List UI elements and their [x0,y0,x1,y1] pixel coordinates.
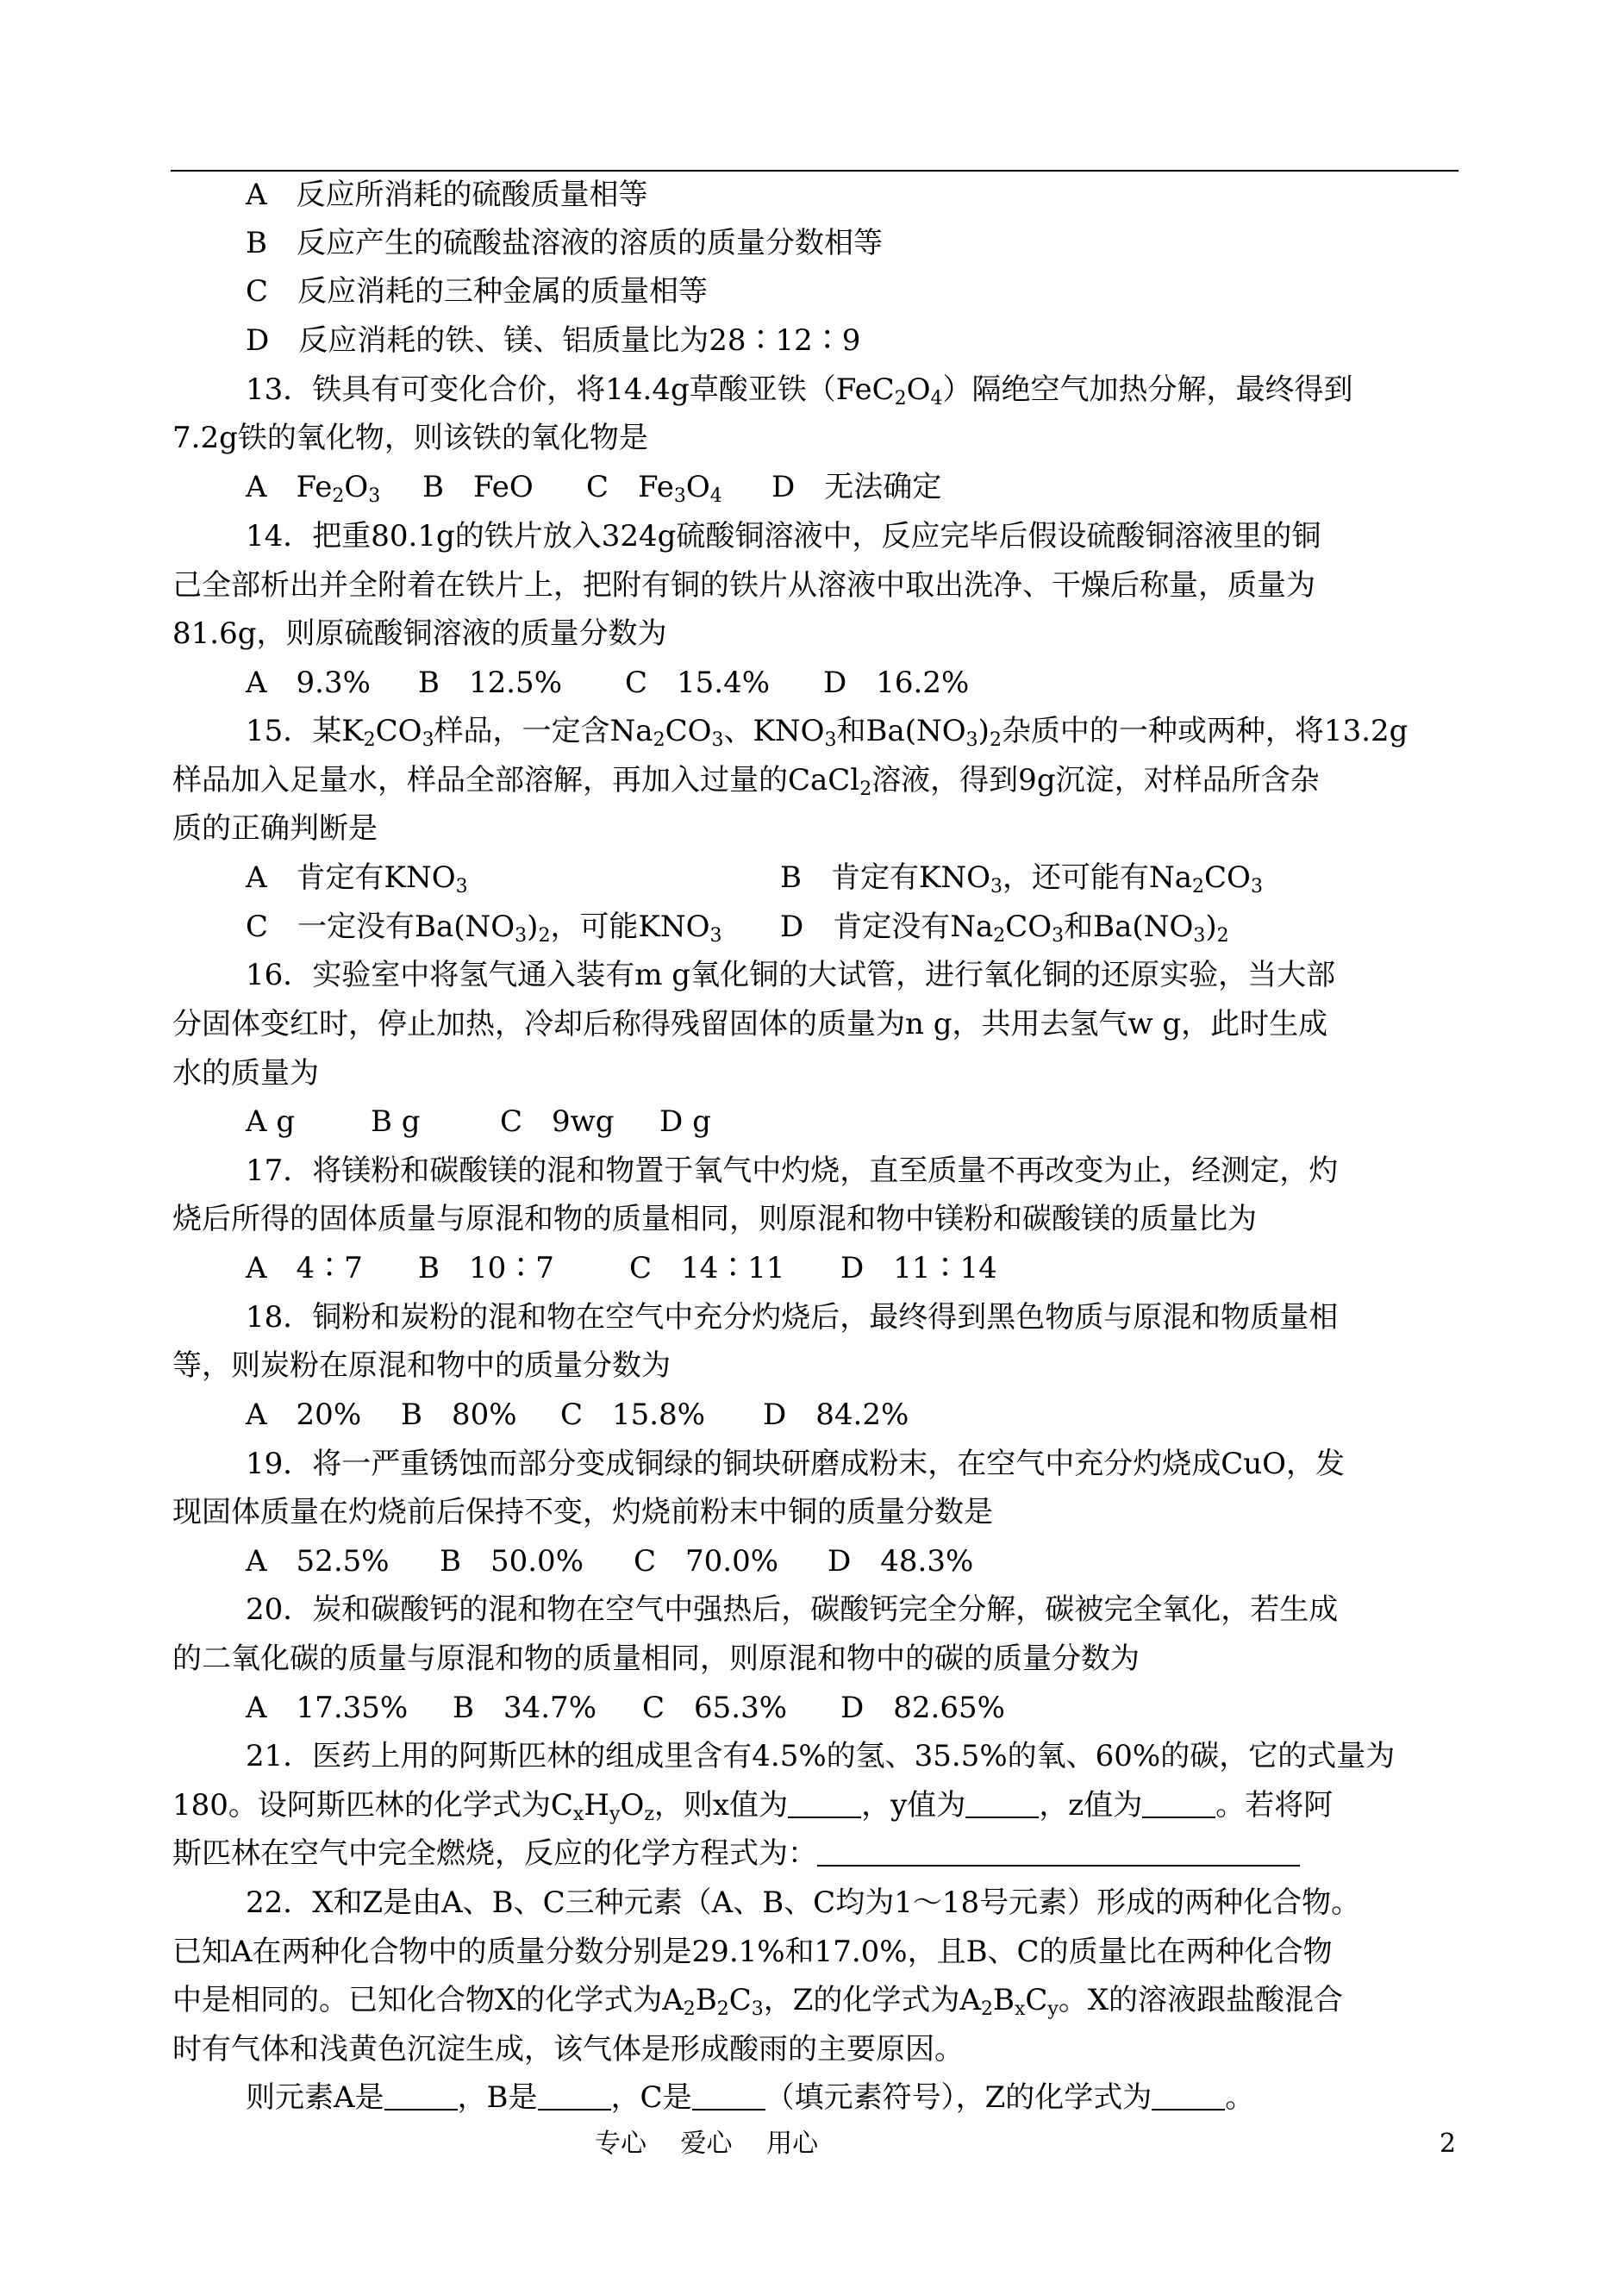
question-17: 17．将镁粉和碳酸镁的混和物置于氧气中灼烧，直至质量不再改变为止，经测定，灼 [246,1154,1339,1188]
page-footer [0,2123,1624,2166]
question-14-line3: 81.6g，则原硫酸铜溶液的质量分数为 [172,616,667,651]
q16-options: A g B g C 9wg D g [246,1104,711,1139]
question-15-line3: 质的正确判断是 [172,811,378,846]
answer-blank-a[interactable] [384,2083,458,2111]
question-16-line2: 分固体变红时，停止加热，冷却后称得残留固体的质量为n g，共用去氢气w g，此时生成 [172,1007,1328,1041]
question-18-line2: 等，则炭粉在原混和物中的质量分数为 [172,1348,671,1383]
question-15-line2: 样品加入足量水，样品全部溶解，再加入过量的CaCl$_2$溶液，得到9g沉淀，对样品所含杂 [172,763,1320,800]
question-21: 21．医药上用的阿斯匹林的组成里含有4.5%的氢、35.5%的氧、60%的碳，它的式量为 [246,1739,1396,1773]
question-20: 20．炭和碳酸钙的混和物在空气中强热后，碳酸钙完全分解，碳被完全氧化，若生成 [246,1592,1339,1627]
answer-blank-equation[interactable] [817,1839,1300,1867]
q12-option-a: A 反应所消耗的硫酸质量相等 [246,178,648,212]
page-number: 2 [1440,2129,1457,2159]
question-22-line5: 则元素A是 ，B是 ，C是 （填元素符号），Z的化学式为 。 [246,2080,1255,2115]
question-13-line2: 7.2g铁的氧化物，则该铁的氧化物是 [172,421,648,455]
question-22-line3: 中是相同的。已知化合物X的化学式为$A_2B_2C_3$，Z的化学式为$A_2B_xC_y$。X的溶液跟盐酸混合 [172,1983,1344,2020]
q15-options-cd: C 一定没有$Ba(NO_3)_2$，可能$KNO_3$ D 肯定没有$Na_2CO_3$和$Ba(NO_3)_2$ [246,910,1229,947]
question-22: 22．X和Z是由A、B、C三种元素（A、B、C均为1～18号元素）形成的两种化合物。 [246,1885,1361,1920]
question-22-line2: 已知A在两种化合物中的质量分数分别是29.1%和17.0%，且B、C的质量比在两种化合物 [172,1935,1333,1969]
answer-blank-x[interactable] [788,1791,861,1818]
answer-blank-y[interactable] [965,1791,1039,1818]
answer-blank-z-formula[interactable] [1152,2083,1225,2111]
q15-options-ab: A 肯定有$KNO_3$ B 肯定有$KNO_3$，还可能有$Na_2CO_3$ [246,860,1263,897]
answer-blank-z[interactable] [1142,1791,1215,1818]
question-14: 14．把重80.1g的铁片放入324g硫酸铜溶液中，反应完毕后假设硫酸铜溶液里的铜 [246,519,1321,553]
question-17-line2: 烧后所得的固体质量与原混和物的质量相同，则原混和物中镁粉和碳酸镁的质量比为 [172,1202,1257,1236]
q12-option-b: B 反应产生的硫酸盐溶液的溶质的质量分数相等 [246,226,883,260]
question-19-line2: 现固体质量在灼烧前后保持不变，灼烧前粉末中铜的质量分数是 [172,1495,993,1529]
q13-options: A $Fe_2O_3$ B FeO C $Fe_3O_4$ D 无法确定 [246,470,942,507]
question-14-line2: 己全部析出并全附着在铁片上，把附有铜的铁片从溶液中取出洗净、干燥后称量，质量为 [172,568,1315,603]
q12-option-d: D 反应消耗的铁、镁、铝质量比为28∶12∶9 [246,323,861,358]
q20-options: A 17.35% B 34.7% C 65.3% D 82.65% [246,1691,1005,1725]
footer-motto: 专心 爱心 用心 [595,2129,819,2159]
question-18: 18．铜粉和炭粉的混和物在空气中充分灼烧后，最终得到黑色物质与原混和物质量相 [246,1300,1339,1335]
question-16: 16．实验室中将氢气通入装有m g氧化铜的大试管，进行氧化铜的还原实验，当大部 [246,958,1336,992]
question-21-line3: 斯匹林在空气中完全燃烧，反应的化学方程式为： [172,1829,1624,1878]
question-19: 19．将一严重锈蚀而部分变成铜绿的铜块研磨成粉末，在空气中充分灼烧成CuO，发 [246,1447,1346,1481]
q17-options: A 4∶7 B 10∶7 C 14∶11 D 11∶14 [246,1251,997,1285]
answer-blank-c[interactable] [692,2083,765,2111]
question-22-line4: 时有气体和浅黄色沉淀生成，该气体是形成酸雨的主要原因。 [172,2032,964,2067]
q12-option-c: C 反应消耗的三种金属的质量相等 [246,274,709,309]
question-16-line3: 水的质量为 [172,1056,319,1091]
answer-blank-b[interactable] [538,2083,611,2111]
q18-options: A 20% B 80% C 15.8% D 84.2% [246,1398,909,1432]
question-15: 15．某$K_2CO_3$样品，一定含$Na_2CO_3$、$KNO_3$和$Ba(NO_3)_2$杂质中的一种或两种，将13.2g [246,714,1409,751]
q19-options: A 52.5% B 50.0% C 70.0% D 48.3% [246,1544,974,1579]
question-20-line2: 的二氧化碳的质量与原混和物的质量相同，则原混和物中的碳的质量分数为 [172,1642,1140,1676]
q14-options: A 9.3% B 12.5% C 15.4% D 16.2% [246,666,970,700]
question-21-line2: 180。设阿斯匹林的化学式为$C_xH_yO_z$，则x值为 ，y值为 ，z值为 。若将阿 [172,1788,1334,1825]
question-13: 13．铁具有可变化合价，将14.4g草酸亚铁$(FeC_2O_4)$隔绝空气加热分解，最终得到 [246,372,1353,410]
